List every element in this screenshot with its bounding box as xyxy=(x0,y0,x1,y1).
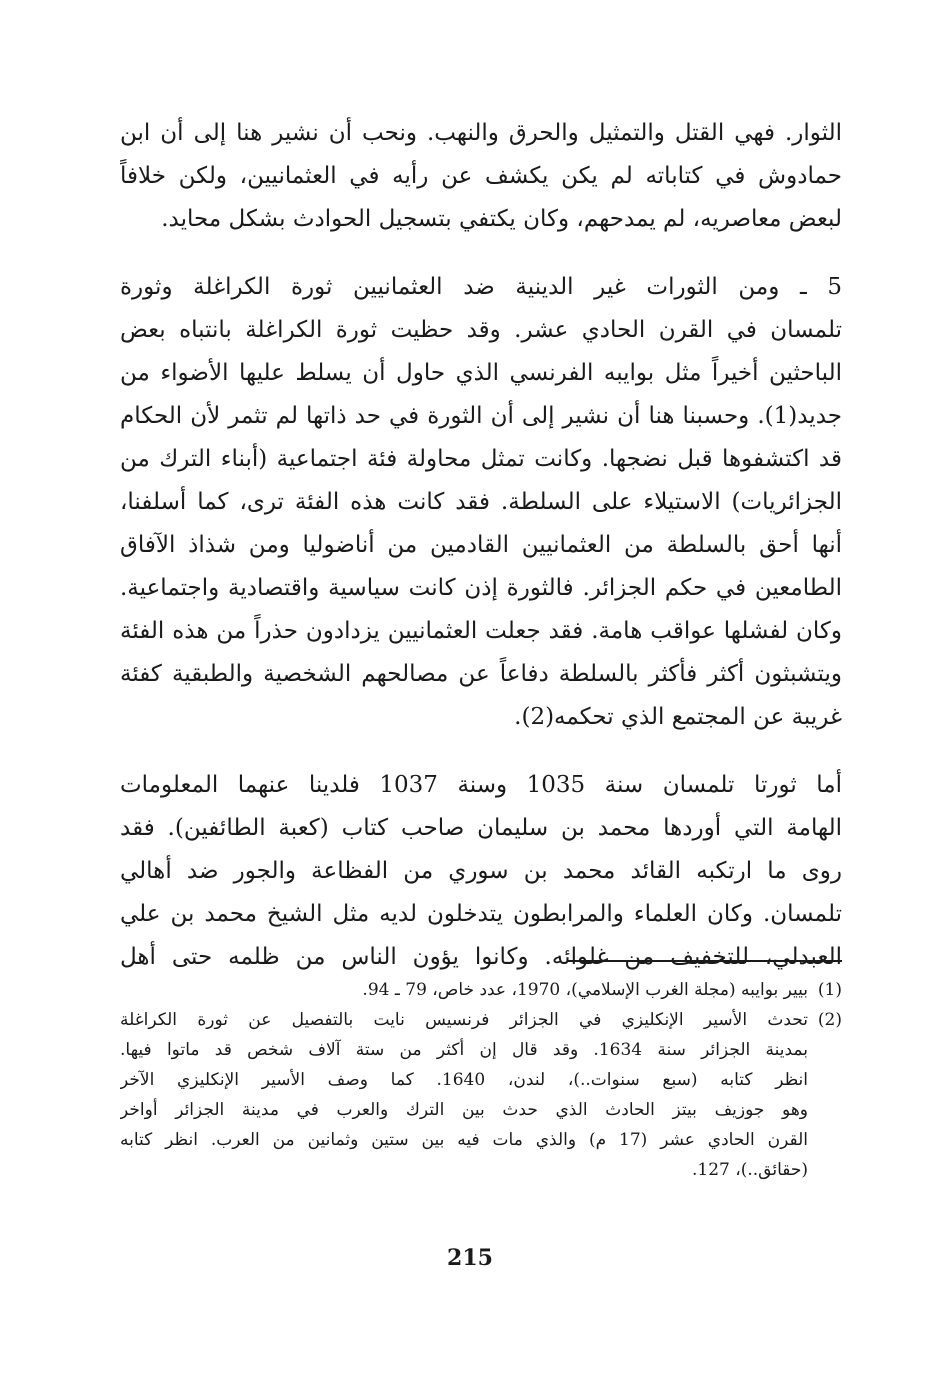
footnote-number: (2) xyxy=(817,1010,842,1030)
text-line: الجزائريات) الاستيلاء على السلطة. فقد كانت هذه الفئة ترى، كما أسلفنا، xyxy=(120,489,842,515)
footnote-line: (حقائق..)، 127. xyxy=(691,1160,808,1180)
paragraph-3 xyxy=(120,764,842,979)
text-line: لبعض معاصريه، لم يمدحهم، وكان يكتفي بتسجيل الحوادث بشكل محايد. xyxy=(161,206,842,232)
footnote-line: بمدينة الجزائر سنة 1634. وقد قال إن أكثر من ستة آلاف شخص قد ماتوا فيها. xyxy=(120,1040,808,1060)
footnote-1 xyxy=(120,975,842,1005)
page-number: 215 xyxy=(447,1245,493,1271)
footnotes xyxy=(120,975,842,1185)
text-line: ويتشبثون أكثر فأكثر بالسلطة دفاعاً عن مصالحهم الشخصية والطبقية كفئة xyxy=(120,661,842,687)
footnote-line: انظر كتابه (سبع سنوات..)، لندن، 1640. كما وصف الأسير الإنكليزي الآخر xyxy=(120,1070,808,1090)
text-line: حمادوش في كتاباته لم يكن يكشف عن رأيه في العثمانيين، ولكن خلافاً xyxy=(120,163,842,189)
text-line: الثوار. فهي القتل والتمثيل والحرق والنهب. ونحب أن نشير هنا إلى أن ابن xyxy=(120,120,842,146)
footnote-line: وهو جوزيف بيتز الحادث الذي حدث بين الترك والعرب في مدينة الجزائر أواخر xyxy=(120,1100,808,1120)
footnote-line: القرن الحادي عشر (17 م) والذي مات فيه بين ستين وثمانين من العرب. انظر كتابه xyxy=(120,1130,808,1150)
paragraph-1 xyxy=(120,112,842,241)
paragraph-2 xyxy=(120,266,842,739)
text-line: الهامة التي أوردها محمد بن سليمان صاحب كتاب (كعبة الطائفين). فقد xyxy=(120,815,842,841)
footnote-line xyxy=(120,1005,842,1035)
text-line: الباحثين أخيراً مثل بوايبه الفرنسي الذي حاول أن يسلط عليها الأضواء من xyxy=(120,360,842,386)
text-line: قد اكتشفوها قبل نضجها. وكانت تمثل محاولة فئة اجتماعية (أبناء الترك من xyxy=(120,446,842,472)
text-line: العبدلي، للتخفيف من غلوائه. وكانوا يؤون الناس من ظلمه حتى أهل xyxy=(120,944,842,970)
text-line: 5 ـ ومن الثورات غير الدينية ضد العثمانيين ثورة الكراغلة وثورة xyxy=(120,274,842,300)
text-line: أما ثورتا تلمسان سنة 1035 وسنة 1037 فلدينا عنهما المعلومات xyxy=(120,772,842,798)
text-line: الطامعين في حكم الجزائر. فالثورة إذن كانت سياسية واقتصادية واجتماعية. xyxy=(120,575,842,601)
footnote-2 xyxy=(120,1005,842,1185)
text-line: تلمسان في القرن الحادي عشر. وقد حظيت ثورة الكراغلة بانتباه بعض xyxy=(120,317,842,343)
text-line: تلمسان. وكان العلماء والمرابطون يتدخلون لديه مثل الشيخ محمد بن علي xyxy=(120,901,842,927)
text-line: غريبة عن المجتمع الذي تحكمه(2). xyxy=(514,704,842,730)
footnote-divider xyxy=(567,960,842,962)
footnote-text: تحدث الأسير الإنكليزي في الجزائر فرنسيس نايت بالتفصيل عن ثورة الكراغلة xyxy=(120,1010,808,1030)
text-line: روى ما ارتكبه القائد محمد بن سوري من الفظاعة والجور ضد أهالي xyxy=(120,858,842,884)
footnote-text: بيير بوايبه (مجلة الغرب الإسلامي)، 1970، عدد خاص، 79 ـ 94. xyxy=(362,980,808,1000)
text-line: أنها أحق بالسلطة من العثمانيين القادمين من أناضوليا ومن شذاذ الآفاق xyxy=(120,532,842,558)
footnote-line xyxy=(120,975,842,1005)
text-line: وكان لفشلها عواقب هامة. فقد جعلت العثمانيين يزدادون حذراً من هذه الفئة xyxy=(120,618,842,644)
text-line: جديد(1). وحسبنا هنا أن نشير إلى أن الثورة في حد ذاتها لم تثمر لأن الحكام xyxy=(120,403,842,429)
footnote-number: (1) xyxy=(817,980,842,1000)
main-text xyxy=(120,112,842,979)
